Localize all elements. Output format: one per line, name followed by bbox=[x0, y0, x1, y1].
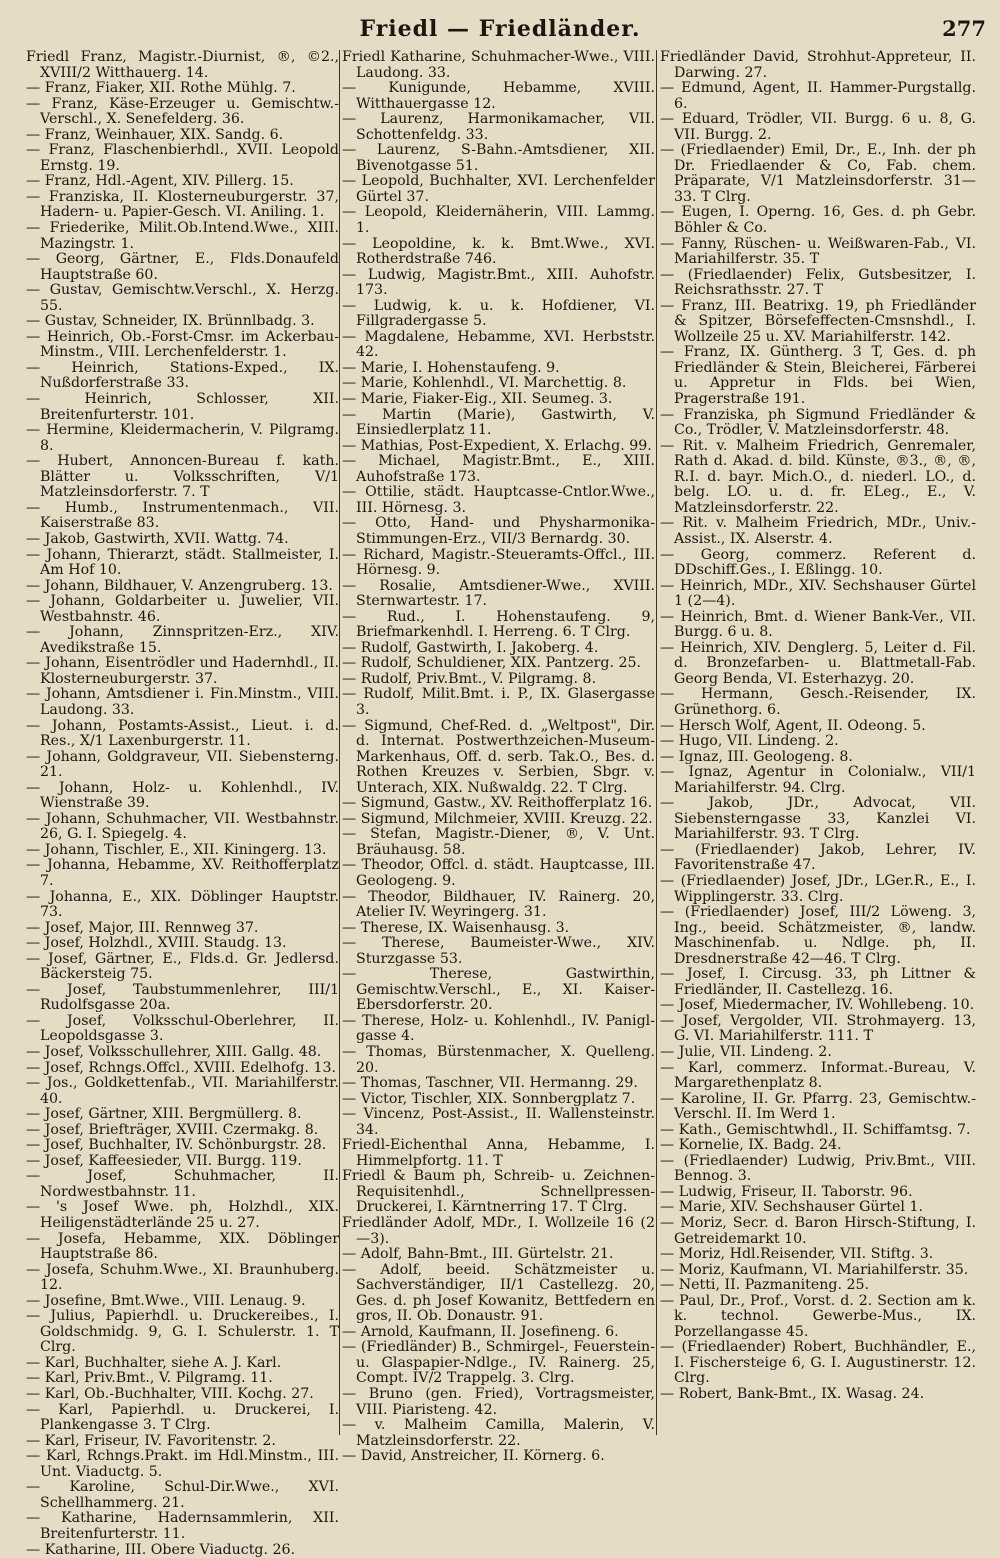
directory-entry: — Johann, Schuhmacher, VII. Westbahnstr. 26, G. I. Spiegelg. 4. bbox=[26, 812, 339, 843]
running-title: Friedl — Friedländer. bbox=[0, 16, 1000, 42]
directory-entry: — Georg, Gärtner, E., Flds.Donaufeld Hauptstraße 60. bbox=[26, 252, 339, 283]
directory-entry: — Therese, IX. Waisenhausg. 3. bbox=[342, 921, 655, 937]
directory-entry: — Karl, Friseur, IV. Favoritenstr. 2. bbox=[26, 1434, 339, 1450]
directory-entry: — Marie, Fiaker-Eig., XII. Seumeg. 3. bbox=[342, 392, 655, 408]
directory-entry: — Humb., Instrumentenmach., VII. Kaiserstraße 83. bbox=[26, 501, 339, 532]
directory-entry: — Stefan, Magistr.-Diener, ®, V. Unt. Bräuhausg. 58. bbox=[342, 827, 655, 858]
directory-entry: — Therese, Baumeister-Wwe., XIV. Sturzgasse 53. bbox=[342, 936, 655, 967]
directory-entry: — Franz, Käse-Erzeuger u. Gemischtw.-Verschl., X. Senefelderg. 36. bbox=[26, 97, 339, 128]
directory-entry: — Josef, Gärtner, XIII. Bergmüllerg. 8. bbox=[26, 1107, 339, 1123]
directory-entry: — (Friedlaender) Emil, Dr., E., Inh. der ph Dr. Friedlaender & Co, Fab. chem. Präparate, V/1 Matzleinsdorferstr. 31—33. T Clrg. bbox=[660, 143, 976, 205]
directory-entry: — Josef, Volksschullehrer, XIII. Gallg. 48. bbox=[26, 1045, 339, 1061]
directory-entry: — Moriz, Kaufmann, VI. Mariahilferstr. 35. bbox=[660, 1263, 976, 1279]
directory-entry: — David, Anstreicher, II. Körnerg. 6. bbox=[342, 1449, 655, 1465]
directory-entry: — Laurenz, S-Bahn.-Amtsdiener, XII. Bivenotgasse 51. bbox=[342, 143, 655, 174]
directory-entry: — Johann, Eisentrödler und Hadernhdl., II. Klosterneuburgerstr. 37. bbox=[26, 656, 339, 687]
directory-entry: — Hubert, Annoncen-Bureau f. kath. Blätter u. Volksschriften, V/1 Matzleinsdorferstr. 7. T bbox=[26, 454, 339, 501]
directory-entry: — Ignaz, Agentur in Colonialw., VII/1 Mariahilferstr. 94. Clrg. bbox=[660, 765, 976, 796]
directory-entry: — Julie, VII. Lindeng. 2. bbox=[660, 1045, 976, 1061]
directory-entry: — Hermine, Kleidermacherin, V. Pilgramg. 8. bbox=[26, 423, 339, 454]
directory-entry: — Leopold, Kleidernäherin, VIII. Lammg. 1. bbox=[342, 205, 655, 236]
column-middle bbox=[342, 50, 655, 1435]
directory-entry: — 's Josef Wwe. ph, Holzhdl., XIX. Heiligenstädterlände 25 u. 27. bbox=[26, 1200, 339, 1231]
directory-entry: — (Friedlaender) Ludwig, Priv.Bmt., VIII. Bennog. 3. bbox=[660, 1154, 976, 1185]
directory-entry: — (Friedlaender) Josef, JDr., LGer.R., E., I. Wipplingerstr. 33. Clrg. bbox=[660, 874, 976, 905]
directory-entry: — Eduard, Trödler, VII. Burgg. 6 u. 8, G. VII. Burgg. 2. bbox=[660, 112, 976, 143]
directory-entry: — Ignaz, III. Geologeng. 8. bbox=[660, 750, 976, 766]
directory-entry: — Heinrich, Bmt. d. Wiener Bank-Ver., VII. Burgg. 6 u. 8. bbox=[660, 610, 976, 641]
directory-entry: — Karl, commerz. Informat.-Bureau, V. Margarethenplatz 8. bbox=[660, 1061, 976, 1092]
directory-entry: — Johann, Zinnspritzen-Erz., XIV. Avedikstraße 15. bbox=[26, 625, 339, 656]
directory-entry: Friedl & Baum ph, Schreib- u. Zeichnen-Requisitenhdl., Schnellpressen-Druckerei, I. Kärntnerring 17. T Clrg. bbox=[342, 1169, 655, 1216]
directory-entry: — Katharine, Hadernsammlerin, XII. Breitenfurterstr. 11. bbox=[26, 1511, 339, 1542]
directory-entry: — Thomas, Taschner, VII. Hermanng. 29. bbox=[342, 1076, 655, 1092]
directory-entry: — Gustav, Schneider, IX. Brünnlbadg. 3. bbox=[26, 314, 339, 330]
directory-entry: — Karl, Rchngs.Prakt. im Hdl.Minstm., III. Unt. Viaductg. 5. bbox=[26, 1449, 339, 1480]
directory-entry: — Julius, Papierhdl. u. Druckereibes., I. Goldschmidg. 9, G. I. Schulerstr. 1. T Clrg. bbox=[26, 1309, 339, 1356]
directory-entry: — Josef, Buchhalter, IV. Schönburgstr. 28. bbox=[26, 1138, 339, 1154]
directory-entry: — Karl, Priv.Bmt., V. Pilgramg. 11. bbox=[26, 1371, 339, 1387]
directory-entry: — Franz, Fiaker, XII. Rothe Mühlg. 7. bbox=[26, 81, 339, 97]
page-header bbox=[0, 6, 1000, 46]
directory-entry: — Karl, Buchhalter, siehe A. J. Karl. bbox=[26, 1356, 339, 1372]
directory-entry: — Victor, Tischler, XIX. Sonnbergplatz 7. bbox=[342, 1092, 655, 1108]
directory-entry: — Ludwig, Friseur, II. Taborstr. 96. bbox=[660, 1185, 976, 1201]
directory-entry: — Josef, Taubstummenlehrer, III/1 Rudolfsgasse 20a. bbox=[26, 983, 339, 1014]
directory-entry: — Rud., I. Hohenstaufeng. 9, Briefmarkenhdl. I. Herreng. 6. T Clrg. bbox=[342, 610, 655, 641]
directory-entry: — Leopold, Buchhalter, XVI. Lerchenfelder Gürtel 37. bbox=[342, 174, 655, 205]
directory-entry: — v. Malheim Camilla, Malerin, V. Matzleinsdorferstr. 22. bbox=[342, 1418, 655, 1449]
directory-entry: — Edmund, Agent, II. Hammer-Purgstallg. 6. bbox=[660, 81, 976, 112]
directory-entry: — Josefa, Hebamme, XIX. Döblinger Hauptstraße 86. bbox=[26, 1232, 339, 1263]
column-right bbox=[660, 50, 976, 1435]
directory-entry: — Rudolf, Priv.Bmt., V. Pilgramg. 8. bbox=[342, 672, 655, 688]
directory-entry: — Eugen, I. Operng. 16, Ges. d. ph Gebr. Böhler & Co. bbox=[660, 205, 976, 236]
directory-entry: — Franz, Weinhauer, XIX. Sandg. 6. bbox=[26, 128, 339, 144]
directory-entry: — Josef, I. Circusg. 33, ph Littner & Friedländer, II. Castellezg. 16. bbox=[660, 967, 976, 998]
directory-entry: — Therese, Holz- u. Kohlenhdl., IV. Panigl-gasse 4. bbox=[342, 1014, 655, 1045]
directory-entry: — Johann, Thierarzt, städt. Stallmeister, I. Am Hof 10. bbox=[26, 548, 339, 579]
directory-entry: — Josefa, Schuhm.Wwe., XI. Braunhuberg. 12. bbox=[26, 1263, 339, 1294]
directory-entry: — Ludwig, Magistr.Bmt., XIII. Auhofstr. 173. bbox=[342, 268, 655, 299]
directory-entry: — Ludwig, k. u. k. Hofdiener, VI. Fillgradergasse 5. bbox=[342, 299, 655, 330]
directory-entry: — Karl, Papierhdl. u. Druckerei, I. Plankengasse 3. T Clrg. bbox=[26, 1403, 339, 1434]
directory-entry: — Mathias, Post-Expedient, X. Erlachg. 99. bbox=[342, 439, 655, 455]
column-rule bbox=[656, 50, 657, 1435]
directory-entry: — Marie, XIV. Sechshauser Gürtel 1. bbox=[660, 1200, 976, 1216]
directory-entry: — Josef, Holzhdl., XVIII. Staudg. 13. bbox=[26, 936, 339, 952]
directory-entry: — Johann, Holz- u. Kohlenhdl., IV. Wienstraße 39. bbox=[26, 781, 339, 812]
directory-entry: Friedl Katharine, Schuhmacher-Wwe., VIII. Laudong. 33. bbox=[342, 50, 655, 81]
directory-entry: — Johann, Postamts-Assist., Lieut. i. d. Res., X/1 Laxenburgerstr. 11. bbox=[26, 719, 339, 750]
directory-entry: — Rudolf, Milit.Bmt. i. P., IX. Glasergasse 3. bbox=[342, 687, 655, 718]
directory-entry: — Friederike, Milit.Ob.Intend.Wwe., XIII. Mazingstr. 1. bbox=[26, 221, 339, 252]
directory-entry: — (Friedlaender) Robert, Buchhändler, E., I. Fischersteige 6, G. I. Augustinerstr. 12. Clrg. bbox=[660, 1340, 976, 1387]
directory-entry: — Jos., Goldkettenfab., VII. Mariahilferstr. 40. bbox=[26, 1076, 339, 1107]
directory-entry: — Josef, Rchngs.Offcl., XVIII. Edelhofg. 13. bbox=[26, 1061, 339, 1077]
directory-entry: — Hugo, VII. Lindeng. 2. bbox=[660, 734, 976, 750]
directory-entry: — Josef, Volksschul-Oberlehrer, II. Leopoldsgasse 3. bbox=[26, 1014, 339, 1045]
directory-entry: — Jakob, JDr., Advocat, VII. Siebensterngasse 33, Kanzlei VI. Mariahilferstr. 93. T Clrg. bbox=[660, 796, 976, 843]
directory-entry: — Georg, commerz. Referent d. DDschiff.Ges., I. Eßlingg. 10. bbox=[660, 548, 976, 579]
directory-entry: — (Friedlaender) Felix, Gutsbesitzer, I. Reichsrathsstr. 27. T bbox=[660, 268, 976, 299]
directory-entry: — Rosalie, Amtsdiener-Wwe., XVIII. Sternwartestr. 17. bbox=[342, 579, 655, 610]
directory-entry: — Josef, Miedermacher, IV. Wohllebeng. 10. bbox=[660, 998, 976, 1014]
directory-entry: — Moriz, Secr. d. Baron Hirsch-Stiftung, I. Getreidemarkt 10. bbox=[660, 1216, 976, 1247]
directory-entry: — Sigmund, Chef-Red. d. „Weltpost", Dir. d. Internat. Postwerthzeichen-Museum-Markenhaus, Off. d. serb. Tak.O., Bes. d. Rothen Kreuzes v. Serbien, Sbgr. v. Unterach, XIX. Nußwaldg. 22. T Clrg. bbox=[342, 719, 655, 797]
directory-entry: — Theodor, Bildhauer, IV. Rainerg. 20, Atelier IV. Weyringerg. 31. bbox=[342, 890, 655, 921]
directory-entry: — Bruno (gen. Fried), Vortragsmeister, VIII. Piaristeng. 42. bbox=[342, 1387, 655, 1418]
directory-entry: — Franz, IX. Güntherg. 3 T, Ges. d. ph Friedländer & Stein, Bleicherei, Färberei u. Appretur in Flds. bei Wien, Pragerstraße 191. bbox=[660, 345, 976, 407]
directory-entry: — Arnold, Kaufmann, II. Josefineng. 6. bbox=[342, 1325, 655, 1341]
directory-entry: — Adolf, Bahn-Bmt., III. Gürtelstr. 21. bbox=[342, 1247, 655, 1263]
directory-entry: — Rudolf, Schuldiener, XIX. Pantzerg. 25. bbox=[342, 656, 655, 672]
directory-entry: Friedl Franz, Magistr.-Diurnist, ®, ©2., XVIII/2 Witthauerg. 14. bbox=[26, 50, 339, 81]
directory-entry: — Johanna, E., XIX. Döblinger Hauptstr. 73. bbox=[26, 890, 339, 921]
directory-entry: — Kornelie, IX. Badg. 24. bbox=[660, 1138, 976, 1154]
directory-entry: — Franz, III. Beatrixg. 19, ph Friedländer & Spitzer, Börsefeffecten-Cmsnshdl., I. Wollzeile 25 u. XV. Mariahilferstr. 142. bbox=[660, 299, 976, 346]
directory-entry: — Franziska, II. Klosterneuburgerstr. 37, Hadern- u. Papier-Gesch. VI. Aniling. 1. bbox=[26, 190, 339, 221]
directory-entry: — Franz, Flaschenbierhdl., XVII. Leopold Ernstg. 19. bbox=[26, 143, 339, 174]
directory-entry: Friedländer David, Strohhut-Appreteur, II. Darwing. 27. bbox=[660, 50, 976, 81]
directory-entry: — Josef, Briefträger, XVIII. Czermakg. 8. bbox=[26, 1123, 339, 1139]
directory-entry: — Magdalene, Hebamme, XVI. Herbststr. 42. bbox=[342, 330, 655, 361]
directory-entry: — Johanna, Hebamme, XV. Reithofferplatz 7. bbox=[26, 858, 339, 889]
directory-entry: — Heinrich, MDr., XIV. Sechshauser Gürtel 1 (2—4). bbox=[660, 579, 976, 610]
column-rule bbox=[339, 50, 340, 1435]
directory-entry: — Therese, Gastwirthin, Gemischtw.Verschl., E., XI. Kaiser-Ebersdorferstr. 20. bbox=[342, 967, 655, 1014]
directory-entry: — Heinrich, Ob.-Forst-Cmsr. im Ackerbau-Minstm., VIII. Lerchenfelderstr. 1. bbox=[26, 330, 339, 361]
directory-entry: — Karl, Ob.-Buchhalter, VIII. Kochg. 27. bbox=[26, 1387, 339, 1403]
directory-entry: — Rit. v. Malheim Friedrich, Genremaler, Rath d. Akad. d. bild. Künste, ®3., ®, ®, R.I. d. bayr. Mich.O., d. niederl. LO., d. belg. LO. u. d. fr. ELeg., E., V. Matzleinsdorferstr. 22. bbox=[660, 439, 976, 517]
directory-entry: — Ottilie, städt. Hauptcasse-Cntlor.Wwe., III. Hörnesg. 3. bbox=[342, 485, 655, 516]
directory-entry: — Theodor, Offcl. d. städt. Hauptcasse, III. Geologeng. 9. bbox=[342, 858, 655, 889]
directory-entry: — Karoline, Schul-Dir.Wwe., XVI. Schellhammerg. 21. bbox=[26, 1480, 339, 1511]
directory-entry: Friedländer Adolf, MDr., I. Wollzeile 16 (2—3). bbox=[342, 1216, 655, 1247]
directory-entry: — Moriz, Hdl.Reisender, VII. Stiftg. 3. bbox=[660, 1247, 976, 1263]
column-left bbox=[26, 50, 339, 1435]
directory-entry: — Franz, Hdl.-Agent, XIV. Pillerg. 15. bbox=[26, 174, 339, 190]
directory-entry: — (Friedländer) B., Schmirgel-, Feuerstein- u. Glaspapier-Ndlge., IV. Rainerg. 25, Compt. IV/2 Trappelg. 3. Clrg. bbox=[342, 1340, 655, 1387]
directory-entry: — Marie, Kohlenhdl., VI. Marchettig. 8. bbox=[342, 376, 655, 392]
directory-entry: — Robert, Bank-Bmt., IX. Wasag. 24. bbox=[660, 1387, 976, 1403]
directory-entry: — Karoline, II. Gr. Pfarrg. 23, Gemischtw.-Verschl. II. Im Werd 1. bbox=[660, 1092, 976, 1123]
directory-entry: Friedl-Eichenthal Anna, Hebamme, I. Himmelpfortg. 11. T bbox=[342, 1138, 655, 1169]
directory-entry: — Josef, Vergolder, VII. Strohmayerg. 13, G. VI. Mariahilferstr. 111. T bbox=[660, 1014, 976, 1045]
directory-entry: — Kath., Gemischtwhdl., II. Schiffamtsg. 7. bbox=[660, 1123, 976, 1139]
directory-entry: — Rit. v. Malheim Friedrich, MDr., Univ.-Assist., IX. Alserstr. 4. bbox=[660, 516, 976, 547]
page-number: 277 bbox=[942, 16, 986, 41]
directory-entry: — Sigmund, Milchmeier, XVIII. Kreuzg. 22. bbox=[342, 812, 655, 828]
directory-entry: — Richard, Magistr.-Steueramts-Offcl., III. Hörnesg. 9. bbox=[342, 548, 655, 579]
directory-entry: — Michael, Magistr.Bmt., E., XIII. Auhofstraße 173. bbox=[342, 454, 655, 485]
directory-entry: — Hermann, Gesch.-Reisender, IX. Grünethorg. 6. bbox=[660, 687, 976, 718]
directory-entry: — Josef, Major, III. Rennweg 37. bbox=[26, 921, 339, 937]
directory-entry: — Marie, I. Hohenstaufeng. 9. bbox=[342, 361, 655, 377]
directory-entry: — Hersch Wolf, Agent, II. Odeong. 5. bbox=[660, 719, 976, 735]
directory-entry: — Jakob, Gastwirth, XVII. Wattg. 74. bbox=[26, 532, 339, 548]
directory-entry: — Sigmund, Gastw., XV. Reithofferplatz 16. bbox=[342, 796, 655, 812]
directory-entry: — Johann, Goldgraveur, VII. Siebensterng. 21. bbox=[26, 750, 339, 781]
directory-entry: — Leopoldine, k. k. Bmt.Wwe., XVI. Rotherdstraße 746. bbox=[342, 237, 655, 268]
directory-entry: — Heinrich, XIV. Denglerg. 5, Leiter d. Fil. d. Bronzefarben- u. Blattmetall-Fab. Georg Benda, VI. Esterhazyg. 20. bbox=[660, 641, 976, 688]
directory-entry: — Laurenz, Harmonikamacher, VII. Schottenfeldg. 33. bbox=[342, 112, 655, 143]
directory-entry: — Franziska, ph Sigmund Friedländer & Co., Trödler, V. Matzleinsdorferstr. 48. bbox=[660, 408, 976, 439]
directory-entry: — Josefine, Bmt.Wwe., VIII. Lenaug. 9. bbox=[26, 1294, 339, 1310]
directory-entry: — Josef, Gärtner, E., Flds.d. Gr. Jedlersd. Bäckersteig 75. bbox=[26, 952, 339, 983]
directory-entry: — Johann, Bildhauer, V. Anzengruberg. 13. bbox=[26, 579, 339, 595]
directory-entry: — Johann, Goldarbeiter u. Juwelier, VII. Westbahnstr. 46. bbox=[26, 594, 339, 625]
directory-entry: — Gustav, Gemischtw.Verschl., X. Herzg. 55. bbox=[26, 283, 339, 314]
directory-entry: — Martin (Marie), Gastwirth, V. Einsiedlerplatz 11. bbox=[342, 408, 655, 439]
directory-entry: — Rudolf, Gastwirth, I. Jakoberg. 4. bbox=[342, 641, 655, 657]
directory-entry: — Josef, Schuhmacher, II. Nordwestbahnstr. 11. bbox=[26, 1169, 339, 1200]
directory-entry: — Paul, Dr., Prof., Vorst. d. 2. Section am k. k. technol. Gewerbe-Mus., IX. Porzellangasse 45. bbox=[660, 1294, 976, 1341]
directory-entry: — Netti, II. Pazmaniteng. 25. bbox=[660, 1278, 976, 1294]
directory-entry: — Heinrich, Schlosser, XII. Breitenfurterstr. 101. bbox=[26, 392, 339, 423]
directory-entry: — Kunigunde, Hebamme, XVIII. Witthauergasse 12. bbox=[342, 81, 655, 112]
directory-entry: — Josef, Kaffeesieder, VII. Burgg. 119. bbox=[26, 1154, 339, 1170]
directory-entry: — Adolf, beeid. Schätzmeister u. Sachverständiger, II/1 Castellezg. 20, Ges. d. ph Josef Kowanitz, Bettfedern en gros, II. Ob. Donaustr. 91. bbox=[342, 1263, 655, 1325]
directory-entry: — Heinrich, Stations-Exped., IX. Nußdorferstraße 33. bbox=[26, 361, 339, 392]
directory-entry: — Fanny, Rüschen- u. Weißwaren-Fab., VI. Mariahilferstr. 35. T bbox=[660, 237, 976, 268]
directory-entry: — Johann, Amtsdiener i. Fin.Minstm., VIII. Laudong. 33. bbox=[26, 687, 339, 718]
directory-entry: — Otto, Hand- und Physharmonika-Stimmungen-Erz., VII/3 Bernardg. 30. bbox=[342, 516, 655, 547]
directory-entry: — Thomas, Bürstenmacher, X. Quelleng. 20. bbox=[342, 1045, 655, 1076]
directory-entry: — Katharine, III. Obere Viaductg. 26. bbox=[26, 1543, 339, 1558]
directory-entry: — Vincenz, Post-Assist., II. Wallensteinstr. 34. bbox=[342, 1107, 655, 1138]
directory-entry: — (Friedlaender) Jakob, Lehrer, IV. Favoritenstraße 47. bbox=[660, 843, 976, 874]
directory-entry: — (Friedlaender) Josef, III/2 Löweng. 3, Ing., beeid. Schätzmeister, ®, landw. Maschinenfab. u. Ndlge. ph, II. Dresdnerstraße 42—46. T Clrg. bbox=[660, 905, 976, 967]
directory-entry: — Johann, Tischler, E., XII. Kiningerg. 13. bbox=[26, 843, 339, 859]
